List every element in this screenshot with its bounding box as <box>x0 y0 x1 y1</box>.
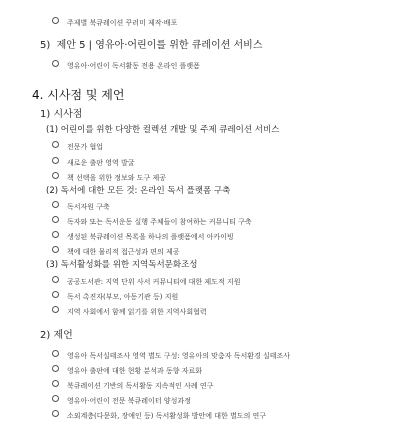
list-item-text: 영유아·어린이 독서활동 전용 온라인 플랫폼 <box>67 62 200 70</box>
list-item-text: 북큐레이션 기반의 독서활동 지속적인 사례 연구 <box>67 382 214 390</box>
list-item-text: 생성된 북큐레이션 목록을 하나의 플랫폼에서 아카이빙 <box>67 233 234 241</box>
list-item <box>52 365 202 375</box>
list-item-text: 책 선택을 위한 정보와 도구 제공 <box>67 174 167 182</box>
list-item-text: 책에 대한 물리적 접근성과 편의 제공 <box>67 248 180 256</box>
bullet-icon <box>52 395 59 402</box>
list-item-text: 영유아 독서실태조사 영역 별도 구성: 영유아의 맞춤자 독서환경 실태조사 <box>67 352 291 360</box>
list-item <box>52 276 240 286</box>
list-item <box>52 141 103 151</box>
bullet-icon <box>52 157 59 164</box>
bullet-icon <box>52 380 59 387</box>
list-item-text: 영유아 출판에 대한 현황 분석과 동향 자료화 <box>67 367 203 375</box>
implications-heading: 1) 시사점 <box>40 109 83 120</box>
group-heading: (3) 독서활성화를 위한 지역독서문화조성 <box>46 260 198 270</box>
proposal-number: 5) <box>40 40 51 51</box>
list-item-text: 전문가 협업 <box>67 143 104 151</box>
list-item <box>52 246 180 256</box>
list-item-text: 영유아·어린이 전문 북큐레이터 양성과정 <box>67 397 191 405</box>
list-item <box>52 201 110 211</box>
bullet-icon <box>52 410 59 417</box>
list-item <box>52 291 178 301</box>
list-item <box>52 306 207 316</box>
list-item-text: 소외계층(다문화, 장애인 등) 독서활성화 방안에 대한 별도의 연구 <box>67 412 267 420</box>
list-item <box>52 172 166 182</box>
list-item <box>52 157 135 167</box>
list-item-text: 독자와 또는 독서운동 실행 주체들이 참여하는 커뮤니티 구축 <box>67 218 252 226</box>
list-item-text: 독서자원 구축 <box>67 203 110 211</box>
group-heading: (2) 독서에 대한 모든 것: 온라인 독서 플랫폼 구축 <box>46 186 231 196</box>
bullet-icon <box>52 216 59 223</box>
proposal-title: 제안 5 | 영유아·어린이를 위한 큐레이션 서비스 <box>56 40 263 51</box>
chapter-title: 4. 시사점 및 제언 <box>32 88 125 102</box>
bullet-icon <box>52 17 59 24</box>
list-item <box>52 350 290 360</box>
proposal-5-heading <box>40 41 263 51</box>
bullet-icon <box>52 172 59 179</box>
bullet-icon <box>52 365 59 372</box>
list-item <box>52 60 200 70</box>
list-item-text: 새로운 출판 영역 발굴 <box>67 159 135 167</box>
list-item-text: 공공도서관: 지역 단위 사서 커뮤니티에 대한 제도적 지원 <box>67 278 241 286</box>
bullet-icon <box>52 306 59 313</box>
bullet-icon <box>52 60 59 67</box>
list-item <box>52 17 177 27</box>
bullet-icon <box>52 231 59 238</box>
list-item <box>52 216 252 226</box>
group-heading: (1) 어린이를 위한 다양한 컬렉션 개발 및 주제 큐레이션 서비스 <box>46 125 280 135</box>
recommendations-heading: 2) 제언 <box>40 330 73 341</box>
list-item <box>52 395 191 405</box>
list-item-text: 독서 촉진자(부모, 아동기관 등) 지원 <box>67 293 179 301</box>
bullet-icon <box>52 276 59 283</box>
bullet-icon <box>52 246 59 253</box>
bullet-icon <box>52 141 59 148</box>
list-item-text: 지역 사회에서 함께 읽기를 위한 지역사회협력 <box>67 308 207 316</box>
list-item <box>52 410 266 420</box>
list-item <box>52 231 234 241</box>
list-item <box>52 380 213 390</box>
list-item-text: 주제별 북큐레이션 꾸러미 제작·배포 <box>67 19 178 27</box>
bullet-icon <box>52 291 59 298</box>
bullet-icon <box>52 350 59 357</box>
bullet-icon <box>52 201 59 208</box>
